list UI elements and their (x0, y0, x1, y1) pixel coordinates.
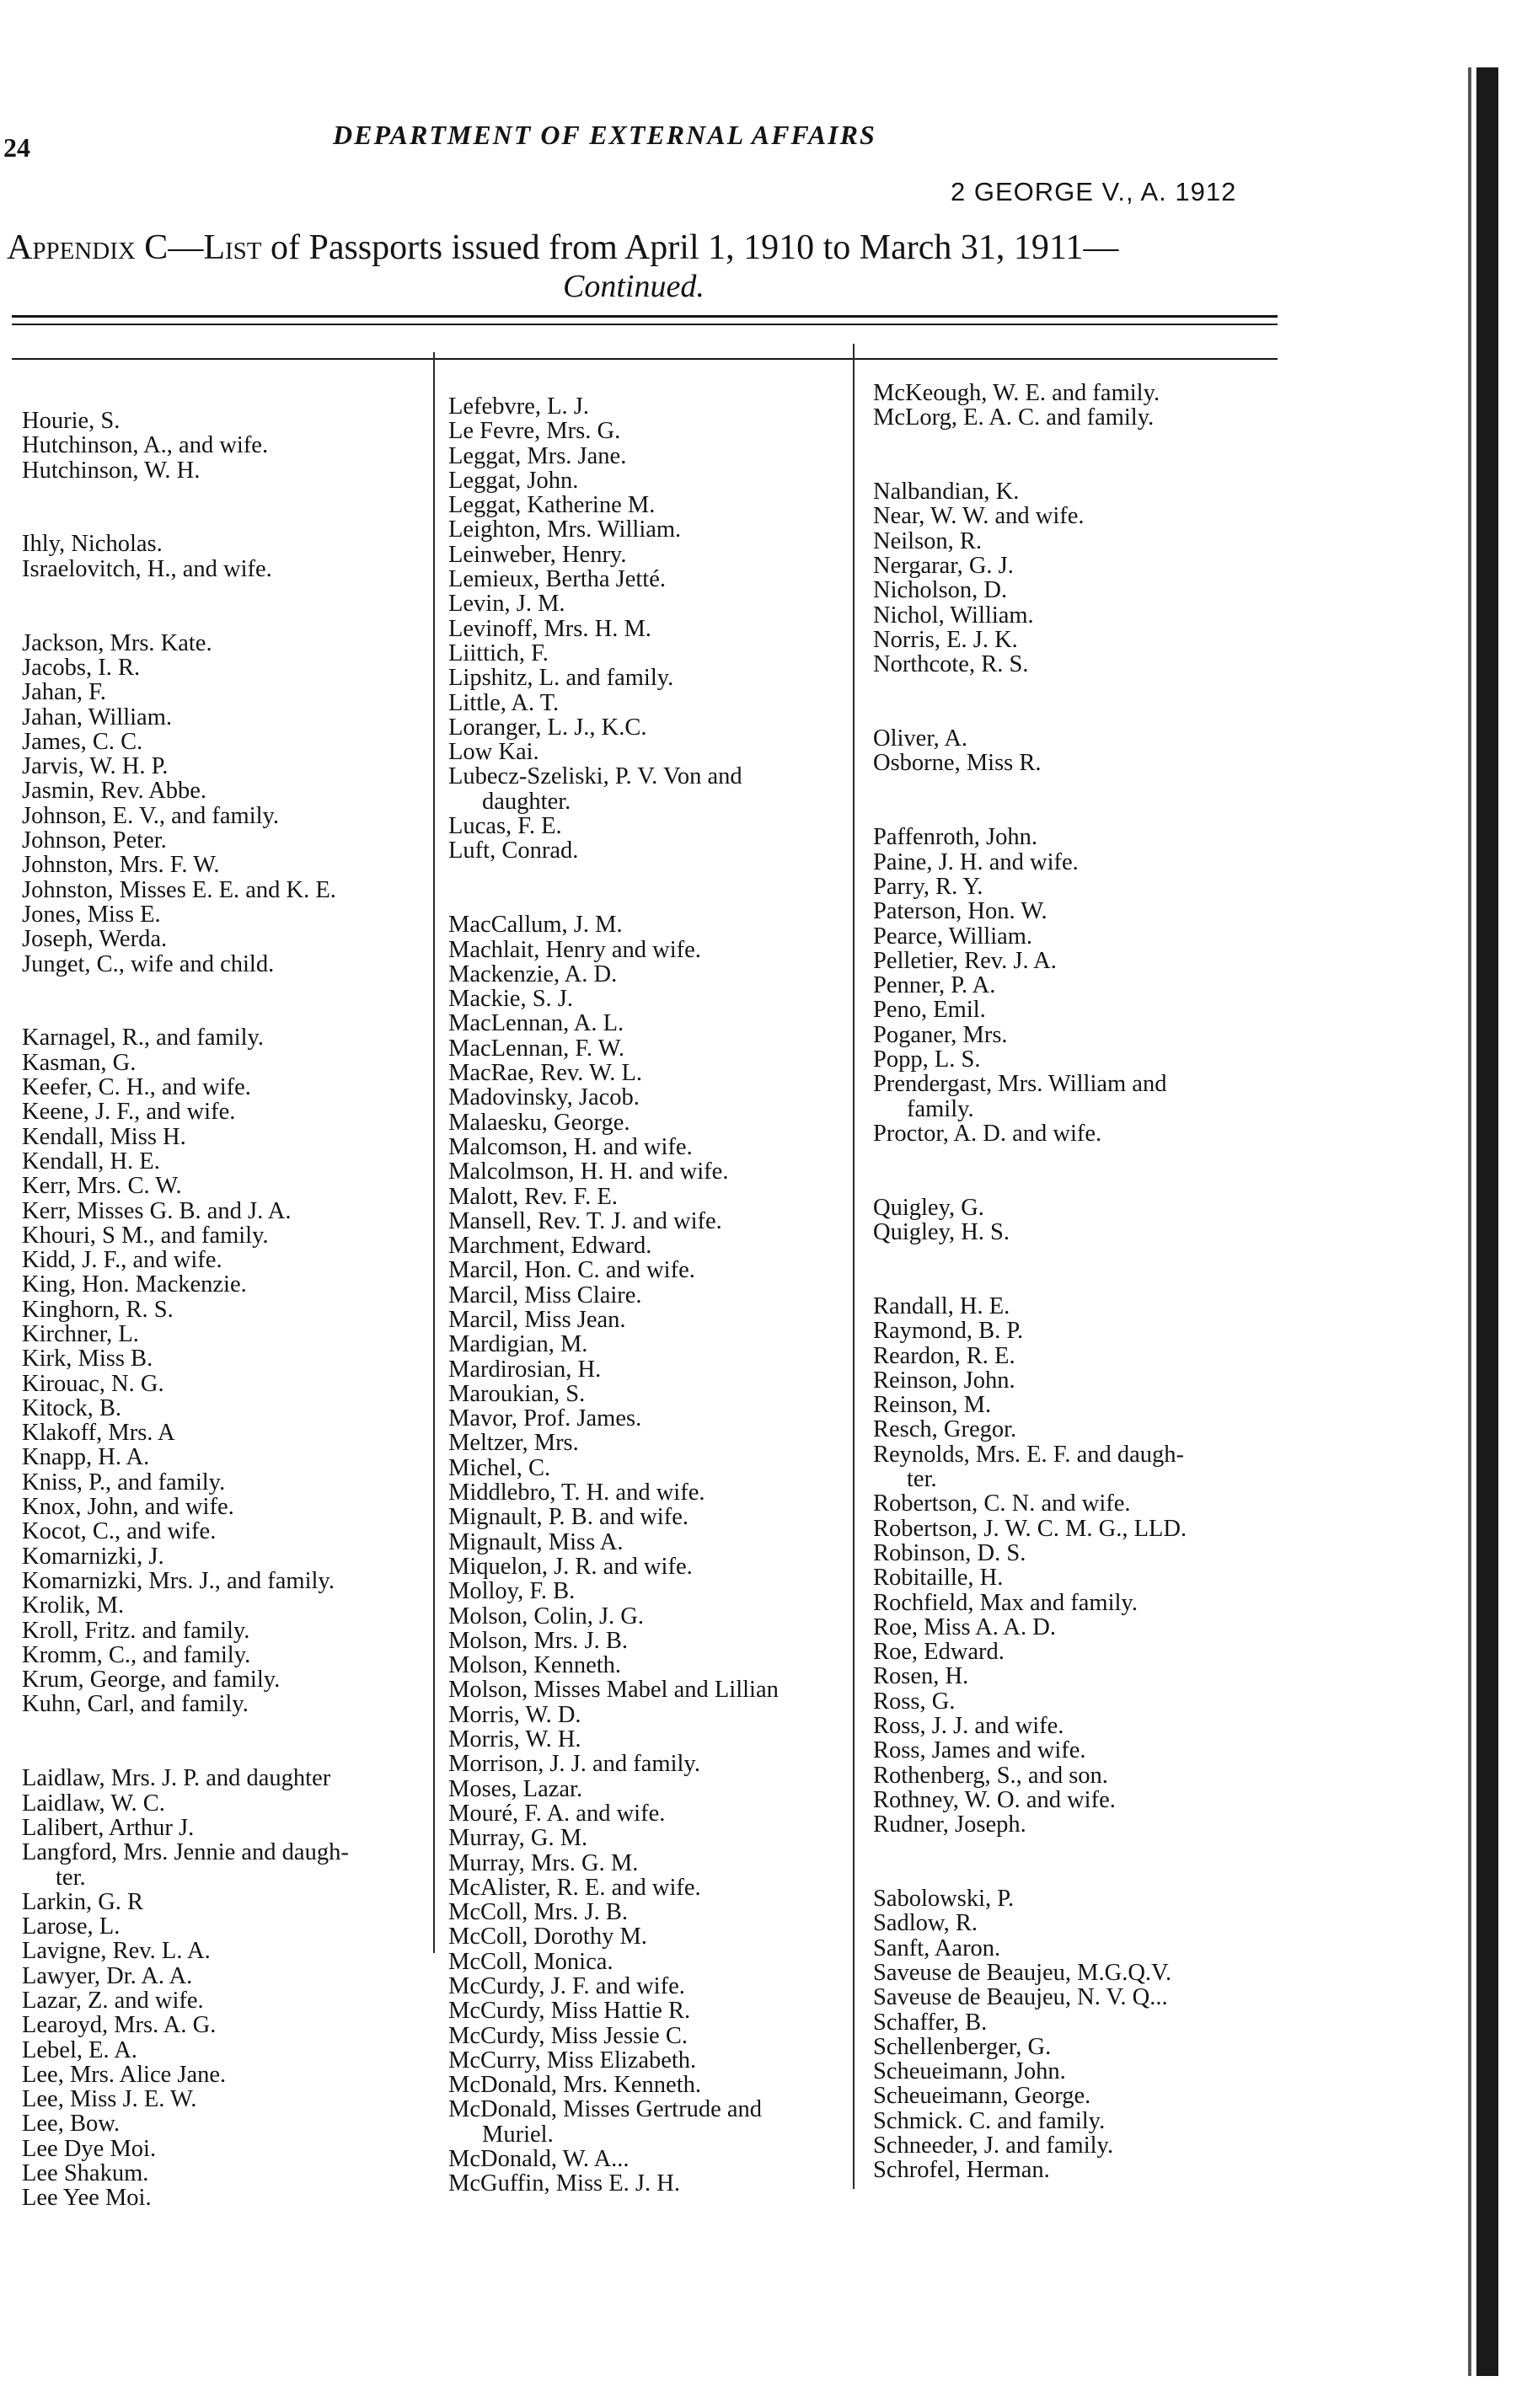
column-divider-1 (433, 352, 435, 1953)
list-item: Schrofel, Herman. (873, 2157, 1050, 2184)
list-item: Molson, Mrs. J. B. (448, 1627, 628, 1654)
list-item: Schaffer, B. (873, 2009, 988, 2036)
list-item: Proctor, A. D. and wife. (873, 1120, 1102, 1147)
list-item: Langford, Mrs. Jennie and daugh- (22, 1839, 349, 1866)
list-item: Kroll, Fritz. and family. (22, 1617, 250, 1644)
list-item: Middlebro, T. H. and wife. (448, 1480, 705, 1506)
list-item: Malcolmson, H. H. and wife. (448, 1159, 729, 1185)
letter-group-gap (22, 581, 349, 606)
page-edge (1476, 67, 1498, 2376)
list-item: Penner, P. A. (873, 972, 996, 999)
list-item: Lucas, F. E. (448, 813, 562, 840)
list-item: Loranger, L. J., K.C. (448, 714, 647, 741)
list-item: McCurdy, Miss Hattie R. (448, 1998, 691, 2025)
letter-group-gap (22, 1001, 349, 1025)
list-item: Lefebvre, L. J. (448, 393, 589, 420)
list-item: Pearce, William. (873, 923, 1033, 950)
list-item: Reardon, R. E. (873, 1342, 1015, 1369)
list-item: Maroukian, S. (448, 1380, 586, 1407)
list-item: Keene, J. F., and wife. (22, 1099, 236, 1126)
list-item: Ross, G. (873, 1688, 956, 1715)
list-item: Kerr, Misses G. B. and J. A. (22, 1197, 292, 1224)
list-item: Scheueimann, George. (873, 2083, 1091, 2110)
list-item: McCurdy, Miss Jessie C. (448, 2022, 688, 2049)
list-item: Low Kai. (448, 739, 539, 766)
list-item: Laidlaw, W. C. (22, 1790, 165, 1817)
list-item: Jackson, Mrs. Kate. (22, 629, 212, 656)
letter-group-gap (448, 864, 779, 888)
list-item: Robinson, D. S. (873, 1539, 1026, 1566)
list-item: Osborne, Miss R. (873, 750, 1042, 777)
list-item: Michel, C. (448, 1454, 551, 1481)
list-item: Laidlaw, Mrs. J. P. and daughter (22, 1765, 331, 1792)
list-item: Quigley, G. (873, 1194, 984, 1221)
list-item: Kuhn, Carl, and family. (22, 1691, 249, 1718)
list-item: Raymond, B. P. (873, 1318, 1024, 1345)
list-item: Lipshitz, L. and family. (448, 665, 674, 692)
list-item: Northcote, R. S. (873, 651, 1029, 678)
list-item: Malott, Rev. F. E. (448, 1183, 618, 1210)
list-item: Neilson, R. (873, 527, 983, 554)
letter-group-gap (22, 507, 349, 532)
list-item: Sanft, Aaron. (873, 1934, 1001, 1961)
list-item: Jahan, William. (22, 704, 172, 730)
list-item: Lebel, E. A. (22, 2036, 137, 2063)
list-item: Kniss, P., and family. (22, 1469, 226, 1496)
list-item: Marcil, Miss Claire. (448, 1282, 642, 1308)
column-divider-2 (853, 344, 855, 2189)
list-item: Mardigian, M. (448, 1331, 588, 1358)
list-item: McColl, Monica. (448, 1948, 613, 1975)
list-item: Kerr, Mrs. C. W. (22, 1173, 182, 1200)
list-item: Molson, Colin, J. G. (448, 1603, 644, 1629)
list-item: Komarnizki, Mrs. J., and family. (22, 1567, 335, 1594)
list-item: Lee, Bow. (22, 2111, 121, 2138)
list-item: Leggat, John. (448, 467, 579, 494)
letter-group-gap (873, 455, 1187, 479)
list-item: Junget, C., wife and child. (22, 950, 275, 977)
list-item: McAlister, R. E. and wife. (448, 1874, 701, 1901)
list-item: Liittich, F. (448, 639, 549, 666)
list-item: Prendergast, Mrs. William and (873, 1071, 1167, 1098)
list-item: Malaesku, George. (448, 1109, 630, 1136)
table-top-rule (12, 358, 1278, 360)
list-item: Johnson, Peter. (22, 827, 167, 854)
list-item: Kirk, Miss B. (22, 1346, 153, 1373)
letter-group-gap (873, 677, 1187, 702)
list-item: Lubecz-Szeliski, P. V. Von and (448, 763, 742, 790)
list-item: Little, A. T. (448, 689, 560, 716)
list-item: Lee Dye Moi. (22, 2135, 157, 2162)
running-head: DEPARTMENT OF EXTERNAL AFFAIRS (333, 120, 876, 150)
list-item: Jahan, F. (22, 679, 106, 706)
list-item: James, C. C. (22, 728, 143, 755)
title-text: of Passports issued from April 1, 1910 to March 31, 1911— (270, 228, 1119, 267)
list-item: Roe, Miss A. A. D. (873, 1613, 1056, 1640)
list-item: Mardirosian, H. (448, 1356, 602, 1383)
list-item: Larkin, G. R (22, 1888, 144, 1915)
list-item: Ross, James and wife. (873, 1737, 1086, 1764)
page-edge-shadow (1468, 67, 1471, 2376)
list-item: Hourie, S. (22, 408, 121, 434)
list-item: Le Fevre, Mrs. G. (448, 418, 621, 445)
list-item: Kitock, B. (22, 1394, 121, 1421)
list-item: Hutchinson, A., and wife. (22, 432, 269, 459)
list-item: Marcil, Miss Jean. (448, 1306, 626, 1333)
list-item-continuation: family. (907, 1095, 974, 1122)
list-item: McKeough, W. E. and family. (873, 380, 1160, 406)
list-item: Mackenzie, A. D. (448, 961, 618, 987)
list-item: Paterson, Hon. W. (873, 898, 1047, 925)
list-item: Kendall, H. E. (22, 1148, 160, 1175)
list-item: Reinson, M. (873, 1392, 992, 1419)
list-item: Leighton, Mrs. William. (448, 516, 682, 543)
list-item: Mouré, F. A. and wife. (448, 1800, 666, 1827)
list-item: Near, W. W. and wife. (873, 503, 1085, 530)
list-item: Keefer, C. H., and wife. (22, 1074, 251, 1101)
list-item: Johnston, Mrs. F. W. (22, 852, 220, 879)
letter-group-gap (873, 431, 1187, 455)
list-item: Schmick. C. and family. (873, 2107, 1106, 2134)
appendix-label: Appendix C (7, 228, 169, 267)
list-item: McGuffin, Miss E. J. H. (448, 2170, 680, 2197)
list-item: Larose, L. (22, 1913, 121, 1940)
list-item: MacLennan, F. W. (448, 1035, 625, 1062)
list-item: McCurdy, J. F. and wife. (448, 1973, 685, 1999)
list-item: Luft, Conrad. (448, 837, 579, 864)
letter-group-gap (873, 800, 1187, 825)
list-item: Paine, J. H. and wife. (873, 848, 1079, 875)
page-title: Appendix C—List of Passports issued from April 1, 1910 to March 31, 1911— (7, 228, 1119, 267)
list-item: Mansell, Rev. T. J. and wife. (448, 1207, 722, 1234)
letter-group-gap (22, 606, 349, 630)
letter-group-gap (873, 1146, 1187, 1170)
list-item: Rudner, Joseph. (873, 1811, 1026, 1838)
list-item: Mignault, P. B. and wife. (448, 1504, 688, 1531)
letter-group-gap (873, 1270, 1187, 1294)
session-reference: 2 GEORGE V., A. 1912 (951, 177, 1237, 206)
list-item: Lazar, Z. and wife. (22, 1988, 204, 2014)
list-item: Lee Yee Moi. (22, 2185, 152, 2212)
list-item: Jasmin, Rev. Abbe. (22, 778, 207, 805)
list-item: Kendall, Miss H. (22, 1123, 186, 1150)
list-item: Nalbandian, K. (873, 479, 1020, 506)
list-item: Leggat, Katherine M. (448, 492, 656, 519)
list-item: Poganer, Mrs. (873, 1021, 1008, 1048)
list-item: McColl, Mrs. J. B. (448, 1899, 628, 1926)
list-item: Johnson, E. V., and family. (22, 802, 280, 829)
list-item: Meltzer, Mrs. (448, 1430, 579, 1457)
list-item: Scheueimann, John. (873, 2058, 1066, 2085)
list-item: Nicholson, D. (873, 577, 1008, 604)
list-item: MacRae, Rev. W. L. (448, 1060, 643, 1087)
list-item-continuation: ter. (56, 1864, 86, 1891)
list-item: Leinweber, Henry. (448, 541, 627, 568)
list-item: McDonald, Mrs. Kenneth. (448, 2072, 701, 2099)
list-item: Madovinsky, Jacob. (448, 1084, 640, 1111)
list-item-continuation: daughter. (482, 788, 571, 815)
list-item: Molson, Misses Mabel and Lillian (448, 1677, 779, 1704)
list-item: McDonald, W. A... (448, 2146, 630, 2173)
list-item: Robitaille, H. (873, 1565, 1004, 1592)
list-item: Kidd, J. F., and wife. (22, 1247, 222, 1274)
list-item: Molloy, F. B. (448, 1578, 576, 1605)
page-number: 24 (3, 132, 30, 163)
letter-group-gap (448, 888, 779, 912)
list-item: Morris, W. D. (448, 1701, 581, 1728)
list-item: Kirouac, N. G. (22, 1370, 164, 1397)
list-item: Rothney, W. O. and wife. (873, 1786, 1116, 1813)
list-item: Popp, L. S. (873, 1046, 981, 1073)
letter-group-gap (22, 1742, 349, 1766)
list-item: McLorg, E. A. C. and family. (873, 404, 1155, 431)
list-item: MacCallum, J. M. (448, 912, 623, 939)
letter-group-gap (22, 1717, 349, 1742)
list-item: Nergarar, G. J. (873, 553, 1014, 580)
list-item: Levin, J. M. (448, 591, 565, 618)
name-column-2 (448, 394, 779, 2197)
list-item: Klakoff, Mrs. A (22, 1420, 175, 1447)
list-item: Israelovitch, H., and wife. (22, 555, 272, 582)
letter-group-gap (22, 977, 349, 1001)
list-item: Lawyer, Dr. A. A. (22, 1962, 193, 1989)
list-item: Schneeder, J. and family. (873, 2132, 1114, 2159)
list-item: Randall, H. E. (873, 1292, 1010, 1319)
list-item: Murray, Mrs. G. M. (448, 1849, 639, 1876)
list-item: Joseph, Werda. (22, 926, 168, 953)
list-item: Jacobs, I. R. (22, 654, 141, 681)
list-item: Morrison, J. J. and family. (448, 1751, 700, 1778)
list-item: Sabolowski, P. (873, 1886, 1015, 1913)
list-item: Krum, George, and family. (22, 1667, 281, 1694)
name-column-1 (22, 409, 349, 2211)
list-item: Kasman, G. (22, 1049, 137, 1076)
list-item: Malcomson, H. and wife. (448, 1133, 693, 1160)
list-item: Ihly, Nicholas. (22, 531, 163, 558)
list-item: Rosen, H. (873, 1663, 969, 1690)
list-item: Rochfield, Max and family. (873, 1589, 1138, 1616)
list-item: Roe, Edward. (873, 1639, 1005, 1666)
list-item: McColl, Dorothy M. (448, 1924, 647, 1950)
list-item: Learoyd, Mrs. A. G. (22, 2012, 217, 2039)
title-rule-bottom (12, 324, 1278, 325)
list-item: Miquelon, J. R. and wife. (448, 1553, 693, 1580)
name-column-3 (873, 381, 1187, 2183)
list-item: Parry, R. Y. (873, 873, 983, 900)
list-item: Knox, John, and wife. (22, 1494, 234, 1521)
letter-group-gap (22, 483, 349, 507)
list-item: Peno, Emil. (873, 997, 986, 1024)
list-item: Quigley, H. S. (873, 1219, 1010, 1246)
list-item: Molson, Kenneth. (448, 1652, 622, 1679)
list-item: Norris, E. J. K. (873, 626, 1018, 653)
list-item: Murray, G. M. (448, 1825, 588, 1852)
list-item: Lavigne, Rev. L. A. (22, 1938, 211, 1965)
list-item: Levinoff, Mrs. H. M. (448, 615, 651, 642)
list-item: Pelletier, Rev. J. A. (873, 947, 1057, 974)
list-item: King, Hon. Mackenzie. (22, 1271, 247, 1298)
list-item: Machlait, Henry and wife. (448, 936, 701, 963)
list-item: Lee Shakum. (22, 2160, 149, 2187)
list-item: Krolik, M. (22, 1592, 125, 1619)
list-item: MacLennan, A. L. (448, 1010, 624, 1037)
title-rule-top (12, 315, 1278, 318)
list-item: Reynolds, Mrs. E. F. and daugh- (873, 1441, 1184, 1468)
list-item: Knapp, H. A. (22, 1444, 150, 1471)
list-item: Lee, Mrs. Alice Jane. (22, 2061, 227, 2088)
list-item: Mignault, Miss A. (448, 1528, 624, 1555)
list-item: Johnston, Misses E. E. and K. E. (22, 876, 336, 903)
list-item: Resch, Gregor. (873, 1416, 1017, 1443)
list-item: Lemieux, Bertha Jetté. (448, 566, 666, 593)
list-item: Ross, J. J. and wife. (873, 1713, 1064, 1740)
list-item: McDonald, Misses Gertrude and (448, 2096, 763, 2123)
list-item: Reinson, John. (873, 1367, 1015, 1394)
list-word: List (203, 228, 262, 267)
title-continued: Continued. (563, 269, 705, 304)
list-item: Paffenroth, John. (873, 824, 1037, 851)
letter-group-gap (873, 1838, 1187, 1862)
list-item: Nichol, William. (873, 602, 1034, 629)
list-item: Marchment, Edward. (448, 1233, 652, 1260)
list-item: Oliver, A. (873, 725, 968, 752)
list-item: Leggat, Mrs. Jane. (448, 442, 627, 469)
list-item-continuation: Muriel. (482, 2121, 554, 2148)
list-item: Rothenberg, S., and son. (873, 1762, 1108, 1789)
list-item: Jarvis, W. H. P. (22, 753, 169, 780)
list-item: Lee, Miss J. E. W. (22, 2086, 197, 2113)
list-item: Khouri, S M., and family. (22, 1222, 269, 1249)
list-item: Robertson, J. W. C. M. G., LLD. (873, 1515, 1187, 1542)
list-item: Moses, Lazar. (448, 1775, 583, 1802)
letter-group-gap (873, 1171, 1187, 1196)
letter-group-gap (873, 776, 1187, 800)
list-item: Kromm, C., and family. (22, 1641, 251, 1668)
letter-group-gap (873, 1862, 1187, 1886)
list-item: Hutchinson, W. H. (22, 457, 201, 484)
list-item: McCurry, Miss Elizabeth. (448, 2047, 697, 2074)
list-item: Kinghorn, R. S. (22, 1296, 174, 1323)
list-item: Mavor, Prof. James. (448, 1405, 642, 1432)
letter-group-gap (873, 702, 1187, 726)
list-item: Kocot, C., and wife. (22, 1518, 217, 1545)
list-item: Kirchner, L. (22, 1320, 139, 1347)
list-item: Lalibert, Arthur J. (22, 1814, 195, 1841)
list-item: Jones, Miss E. (22, 901, 161, 928)
list-item-continuation: ter. (907, 1466, 937, 1493)
list-item: Marcil, Hon. C. and wife. (448, 1257, 695, 1284)
list-item: Morris, W. H. (448, 1726, 581, 1753)
list-item: Sadlow, R. (873, 1910, 978, 1937)
letter-group-gap (873, 1244, 1187, 1269)
list-item: Saveuse de Beaujeu, N. V. Q... (873, 1984, 1168, 2011)
list-item: Karnagel, R., and family. (22, 1025, 265, 1051)
list-item: Schellenberger, G. (873, 2033, 1052, 2060)
list-item: Robertson, C. N. and wife. (873, 1490, 1131, 1517)
list-item: Mackie, S. J. (448, 986, 574, 1013)
list-item: Komarnizki, J. (22, 1543, 164, 1570)
list-item: Saveuse de Beaujeu, M.G.Q.V. (873, 1960, 1172, 1986)
